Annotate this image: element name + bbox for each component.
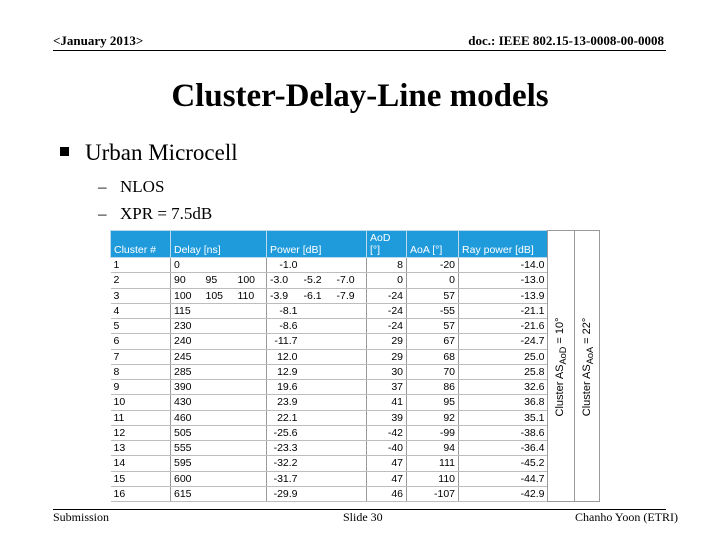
table-cell: [235, 334, 267, 349]
table-cell: -36.4: [459, 441, 548, 456]
table-cell: 240: [171, 334, 203, 349]
table-cell: -7.9: [334, 288, 367, 303]
table-cell: 430: [171, 395, 203, 410]
table-cell: -7.0: [334, 273, 367, 288]
table-row: [111, 303, 548, 318]
table-cell: -1.0: [267, 258, 301, 273]
table-cell: -24: [367, 319, 407, 334]
table-cell: [235, 441, 267, 456]
table-cell: 37: [367, 380, 407, 395]
table-row: [111, 486, 548, 501]
table-row: [111, 364, 548, 379]
footer-author: Chanho Yoon (ETRI): [574, 510, 678, 524]
table-cell: [235, 349, 267, 364]
table-cell: 600: [171, 471, 203, 486]
table-cell: -14.0: [459, 258, 548, 273]
table-cell: -24: [367, 303, 407, 318]
table-cell: 12: [111, 425, 171, 440]
table-cell: [203, 425, 235, 440]
table-cell: [301, 486, 334, 501]
table-cell: 90: [171, 273, 203, 288]
table-cell: 86: [407, 380, 459, 395]
table-cell: [203, 395, 235, 410]
table-row: [111, 395, 548, 410]
table-cell: [334, 349, 367, 364]
table-cell: [334, 425, 367, 440]
table-cell: [235, 471, 267, 486]
table-cell: [203, 380, 235, 395]
table-cell: 7: [111, 349, 171, 364]
table-cell: 95: [407, 395, 459, 410]
table-cell: 390: [171, 380, 203, 395]
table-cell: 285: [171, 364, 203, 379]
table-cell: [235, 303, 267, 318]
table-cell: [203, 456, 235, 471]
table-cell: 5: [111, 319, 171, 334]
table-cell: 115: [171, 303, 203, 318]
cluster-as-aod-label: Cluster $AS_{AoD} = 10^\circ$: [553, 317, 569, 417]
table-cell: -107: [407, 486, 459, 501]
table-row: [111, 258, 548, 273]
table-cell: -23.3: [267, 441, 301, 456]
table-cell: 30: [367, 364, 407, 379]
sub-bullet-xpr: – XPR = 7.5dB: [98, 204, 213, 223]
table-cell: -32.2: [267, 456, 301, 471]
table-cell: [334, 380, 367, 395]
table-cell: -8.6: [267, 319, 301, 334]
table-cell: -3.0: [267, 273, 301, 288]
sub-bullet-text: NLOS: [120, 177, 165, 196]
table-cell: [301, 319, 334, 334]
table-cell: 105: [203, 288, 235, 303]
table-cell: [301, 471, 334, 486]
table-cell: [334, 456, 367, 471]
table-cell: 35.1: [459, 410, 548, 425]
cluster-as-panel: [547, 230, 600, 502]
table-cell: 3: [111, 288, 171, 303]
table-cell: 8: [111, 364, 171, 379]
table-cell: 92: [407, 410, 459, 425]
table-cell: 11: [111, 410, 171, 425]
table-row: [111, 471, 548, 486]
table-cell: [301, 441, 334, 456]
table-cell: 47: [367, 471, 407, 486]
table-cell: 230: [171, 319, 203, 334]
table-cell: -13.0: [459, 273, 548, 288]
table-cell: 22.1: [267, 410, 301, 425]
header-date: <January 2013>: [53, 33, 144, 48]
table-cell: 47: [367, 456, 407, 471]
table-cell: [203, 410, 235, 425]
table-cell: 8: [367, 258, 407, 273]
table-row: [111, 349, 548, 364]
table-cell: -42: [367, 425, 407, 440]
table-header-row: [111, 231, 548, 258]
table-cell: -38.6: [459, 425, 548, 440]
table-cell: -24: [367, 288, 407, 303]
table-cell: [235, 364, 267, 379]
table-cell: [203, 258, 235, 273]
table-cell: -8.1: [267, 303, 301, 318]
table-cell: 36.8: [459, 395, 548, 410]
table-cell: -20: [407, 258, 459, 273]
table-row: [111, 273, 548, 288]
table-cell: [301, 410, 334, 425]
table-cell: 25.0: [459, 349, 548, 364]
table-cell: [334, 486, 367, 501]
col-header-aod: AoD [°]: [367, 231, 407, 258]
table-cell: [235, 456, 267, 471]
table-cell: -5.2: [301, 273, 334, 288]
table-row: [111, 441, 548, 456]
table-cell: 57: [407, 288, 459, 303]
sub-bullet-nlos: – NLOS: [98, 177, 165, 196]
footer-submission: Submission: [53, 510, 110, 524]
footer-slide-number: Slide 30: [343, 510, 383, 524]
table-row: [111, 319, 548, 334]
cluster-as-aoa-label: Cluster $AS_{AoA} = 22^\circ$: [580, 317, 596, 417]
table-cell: 0: [367, 273, 407, 288]
table-cell: [203, 364, 235, 379]
table-cell: 67: [407, 334, 459, 349]
table-cell: 2: [111, 273, 171, 288]
table-cell: 95: [203, 273, 235, 288]
table-cell: 505: [171, 425, 203, 440]
table-cell: [334, 395, 367, 410]
table-cell: 6: [111, 334, 171, 349]
table-cell: [334, 258, 367, 273]
table-cell: -44.7: [459, 471, 548, 486]
table-cell: 245: [171, 349, 203, 364]
table-cell: 615: [171, 486, 203, 501]
table-cell: [334, 334, 367, 349]
table-cell: 100: [171, 288, 203, 303]
bullet-text: Urban Microcell: [85, 140, 238, 165]
table-cell: 19.6: [267, 380, 301, 395]
table-cell: 68: [407, 349, 459, 364]
table-cell: [334, 303, 367, 318]
table-cell: [301, 425, 334, 440]
table-cell: -6.1: [301, 288, 334, 303]
col-header-power: Power [dB]: [267, 231, 367, 258]
table-cell: [203, 334, 235, 349]
table-cell: -25.6: [267, 425, 301, 440]
table-cell: 13: [111, 441, 171, 456]
table-cell: -31.7: [267, 471, 301, 486]
table-cell: [235, 425, 267, 440]
table-cell: [203, 303, 235, 318]
table-cell: 12.0: [267, 349, 301, 364]
col-header-delay: Delay [ns]: [171, 231, 267, 258]
table-cell: -29.9: [267, 486, 301, 501]
table-cell: 39: [367, 410, 407, 425]
table-cell: 0: [407, 273, 459, 288]
table-row: [111, 410, 548, 425]
table-cell: -24.7: [459, 334, 548, 349]
table-cell: 94: [407, 441, 459, 456]
table-cell: 9: [111, 380, 171, 395]
col-header-aoa: AoA [°]: [407, 231, 459, 258]
table-row: [111, 456, 548, 471]
table-row: [111, 288, 548, 303]
table-cell: 460: [171, 410, 203, 425]
table-cell: [203, 486, 235, 501]
table-cell: [334, 471, 367, 486]
table-cell: [235, 395, 267, 410]
sub-bullet-text: XPR = 7.5dB: [120, 204, 213, 223]
table-cell: [334, 319, 367, 334]
table-cell: [301, 380, 334, 395]
table-cell: 1: [111, 258, 171, 273]
table-cell: -3.9: [267, 288, 301, 303]
table-cell: [334, 410, 367, 425]
table-cell: [301, 258, 334, 273]
table-cell: 110: [407, 471, 459, 486]
table-cell: 23.9: [267, 395, 301, 410]
table-cell: -42.9: [459, 486, 548, 501]
table-cell: [235, 486, 267, 501]
table-cell: 595: [171, 456, 203, 471]
table-cell: [301, 303, 334, 318]
table-cell: 15: [111, 471, 171, 486]
table-body: [111, 258, 548, 502]
table-cell: 46: [367, 486, 407, 501]
bullet-item: [60, 140, 238, 166]
table-cell: 10: [111, 395, 171, 410]
square-bullet-icon: [60, 147, 69, 156]
table-cell: [301, 334, 334, 349]
table-cell: 555: [171, 441, 203, 456]
table-cell: -55: [407, 303, 459, 318]
table-cell: 70: [407, 364, 459, 379]
table-cell: [334, 441, 367, 456]
col-header-cluster: Cluster #: [111, 231, 171, 258]
table-row: [111, 380, 548, 395]
table-cell: [203, 319, 235, 334]
table-cell: [203, 349, 235, 364]
table-cell: 14: [111, 456, 171, 471]
table-cell: 29: [367, 334, 407, 349]
table-cell: 110: [235, 288, 267, 303]
table-cell: [334, 364, 367, 379]
table-cell: 111: [407, 456, 459, 471]
table-row: [111, 334, 548, 349]
table-cell: -13.9: [459, 288, 548, 303]
table-cell: 25.8: [459, 364, 548, 379]
table-cell: [235, 380, 267, 395]
table-cell: [301, 395, 334, 410]
cdl-table-figure: [110, 230, 600, 502]
header-rule: [53, 50, 666, 51]
table-cell: [235, 319, 267, 334]
slide-title: Cluster-Delay-Line models: [171, 78, 549, 114]
panel-divider: [574, 231, 575, 501]
table-cell: 12.9: [267, 364, 301, 379]
table-cell: 4: [111, 303, 171, 318]
table-cell: 16: [111, 486, 171, 501]
table-cell: 57: [407, 319, 459, 334]
table-cell: -45.2: [459, 456, 548, 471]
cluster-delay-line-table: [110, 230, 548, 502]
col-header-ray-power: Ray power [dB]: [459, 231, 548, 258]
table-cell: [301, 349, 334, 364]
table-cell: 100: [235, 273, 267, 288]
table-cell: 41: [367, 395, 407, 410]
table-cell: [301, 456, 334, 471]
table-cell: [203, 471, 235, 486]
table-cell: -21.1: [459, 303, 548, 318]
table-row: [111, 425, 548, 440]
table-cell: -40: [367, 441, 407, 456]
table-cell: [235, 258, 267, 273]
table-cell: 29: [367, 349, 407, 364]
table-cell: 0: [171, 258, 203, 273]
table-cell: [203, 441, 235, 456]
table-cell: -99: [407, 425, 459, 440]
table-cell: [235, 410, 267, 425]
header-doc-id: doc.: IEEE 802.15-13-0008-00-0008: [468, 33, 664, 48]
table-cell: 32.6: [459, 380, 548, 395]
table-cell: -21.6: [459, 319, 548, 334]
table-cell: [301, 364, 334, 379]
table-cell: -11.7: [267, 334, 301, 349]
